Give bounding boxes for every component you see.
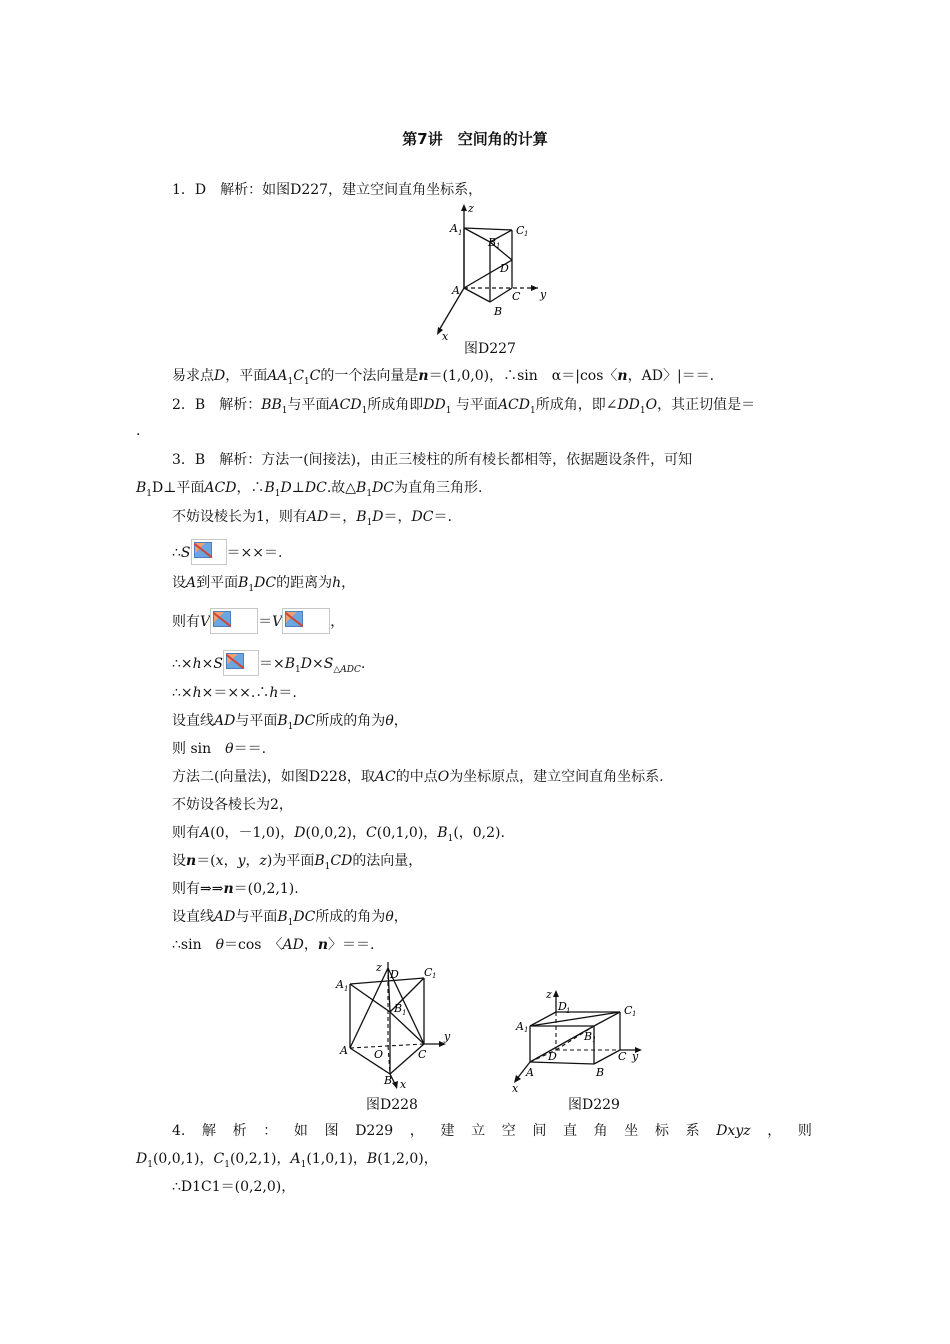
solution-4-intro: 4. 解 析 ： 如 图 D229 ， 建 立 空 间 直 角 坐 标 系 Dxyz ， 则 — [172, 1123, 812, 1139]
figure-d228 — [332, 962, 462, 1092]
axis-x-label: x — [400, 1078, 407, 1091]
figure-d228-caption: 图D228 — [366, 1097, 418, 1113]
solution-1-intro: 1．D 解析：如图D227，建立空间直角坐标系， — [172, 182, 483, 198]
label-d: D — [500, 262, 509, 275]
label-b1: B — [584, 1030, 593, 1043]
axis-z-label: z — [546, 988, 552, 1001]
solution-3-line8: ∴×h×＝××.∴h＝. — [172, 685, 297, 701]
svg-text:1: 1 — [344, 985, 349, 993]
label-c: C — [512, 290, 521, 303]
missing-image-placeholder — [282, 608, 330, 634]
solution-3-line16: 设直线AD与平面$B_1DC$所成的角为θ， — [172, 909, 408, 928]
solution-3-line17: ∴sin θ＝cos 〈AD，n〉＝＝. — [172, 937, 375, 953]
solution-2-text: 2．B 解析：$BB_1$与平面$ACD_1$所成角即$DD_1$ 与平面$ACD_1$所成角，即$\angle DD_1O$，其正切值是＝ — [172, 397, 756, 416]
label-a: A — [452, 284, 460, 297]
label-b1: B — [394, 1002, 403, 1015]
axis-y-label: y — [540, 288, 547, 301]
solution-3-line7: ∴×h×S $=\times B_1D\times S_{\triangle ADC}$. — [172, 650, 365, 676]
label-c: C — [618, 1050, 627, 1063]
label-o: O — [374, 1048, 384, 1061]
solution-3-method2: 方法二(向量法)，如图D228，取AC的中点O为坐标原点，建立空间直角坐标系. — [172, 769, 664, 785]
figure-d229-caption: 图D229 — [568, 1097, 620, 1113]
solution-3-line3: 不妨设棱长为1，则有AD＝，$B_1D=$，DC＝. — [172, 509, 452, 528]
axis-y-label: y — [632, 1050, 639, 1063]
missing-image-placeholder — [210, 608, 258, 634]
solution-3-line2: $B_1D\perp$平面ACD，$\therefore B_1D\perp DC$.故$\triangle B_1DC$为直角三角形. — [136, 480, 483, 499]
axis-z-label: z — [468, 202, 474, 215]
label-a1: A — [516, 1020, 524, 1033]
solution-2-end: . — [136, 423, 141, 439]
figure-d227-caption: 图D227 — [464, 341, 516, 357]
label-b1: B — [488, 236, 497, 249]
label-a: A — [340, 1044, 348, 1057]
label-b: B — [494, 305, 503, 318]
svg-text:1: 1 — [592, 1036, 597, 1044]
solution-4-line3: ∴D1C1＝(0,2,0)， — [172, 1179, 296, 1195]
solution-3-line14: 设n＝(x，y，z)为平面$B_1CD$的法向量， — [172, 853, 423, 872]
solution-1-text: 易求点D，平面$AA_1C_1C$的一个法向量是n＝(1,0,0)，∴sin α＝|cos〈n，AD〉|＝＝. — [172, 368, 715, 387]
axis-x-label: x — [442, 330, 449, 343]
figure-d227 — [430, 202, 550, 350]
label-a: A — [526, 1066, 534, 1079]
svg-text:1: 1 — [458, 229, 463, 237]
solution-3-line6: 则有V ＝V ， — [172, 608, 344, 634]
svg-text:1: 1 — [496, 242, 501, 250]
label-d: D — [548, 1050, 557, 1063]
axis-y-label: y — [444, 1030, 451, 1043]
solution-3-line10: 则 sin θ＝＝. — [172, 741, 267, 757]
label-c1: C — [424, 966, 433, 979]
label-b: B — [384, 1074, 393, 1087]
axis-z-label: z — [376, 962, 382, 974]
missing-image-placeholder — [191, 539, 227, 565]
solution-3-intro: 3．B 解析：方法一(间接法)，由正三棱柱的所有棱长都相等，依据题设条件，可知 — [172, 452, 693, 468]
svg-text:1: 1 — [566, 1007, 571, 1015]
solution-4-line2: $D_1(0,0,1)$，$C_1(0,2,1)$，$A_1(1,0,1)$，B(1,2,0)， — [136, 1151, 438, 1170]
label-a1: A — [450, 222, 458, 235]
label-c1: C — [516, 224, 525, 237]
solution-3-line9: 设直线AD与平面$B_1DC$所成的角为θ， — [172, 713, 408, 732]
label-d: D — [390, 968, 399, 981]
solution-3-line5: 设A到平面$B_1DC$的距离为h， — [172, 575, 356, 594]
svg-text:1: 1 — [524, 230, 529, 238]
solution-3-line15: 则有⇒⇒n＝(0,2,1). — [172, 881, 299, 897]
missing-image-placeholder — [223, 650, 259, 676]
axis-x-label: x — [512, 1082, 519, 1094]
label-b: B — [596, 1066, 605, 1079]
label-a1: A — [336, 978, 344, 991]
page-title: 第7讲 空间角的计算 — [402, 130, 548, 148]
svg-text:1: 1 — [402, 1009, 407, 1017]
svg-text:1: 1 — [632, 1010, 637, 1018]
label-c: C — [418, 1048, 427, 1061]
solution-3-line4: ∴S ＝××＝. — [172, 539, 282, 565]
svg-text:1: 1 — [524, 1026, 529, 1034]
solution-3-line13: 则有A(0，－1,0)，D(0,0,2)，C(0,1,0)，$B_1$(，0,2). — [172, 825, 505, 844]
figure-d229 — [508, 984, 658, 1094]
label-c1: C — [624, 1004, 633, 1017]
solution-3-line12: 不妨设各棱长为2， — [172, 797, 293, 813]
svg-text:1: 1 — [432, 972, 437, 980]
label-d1: D — [558, 1000, 567, 1013]
